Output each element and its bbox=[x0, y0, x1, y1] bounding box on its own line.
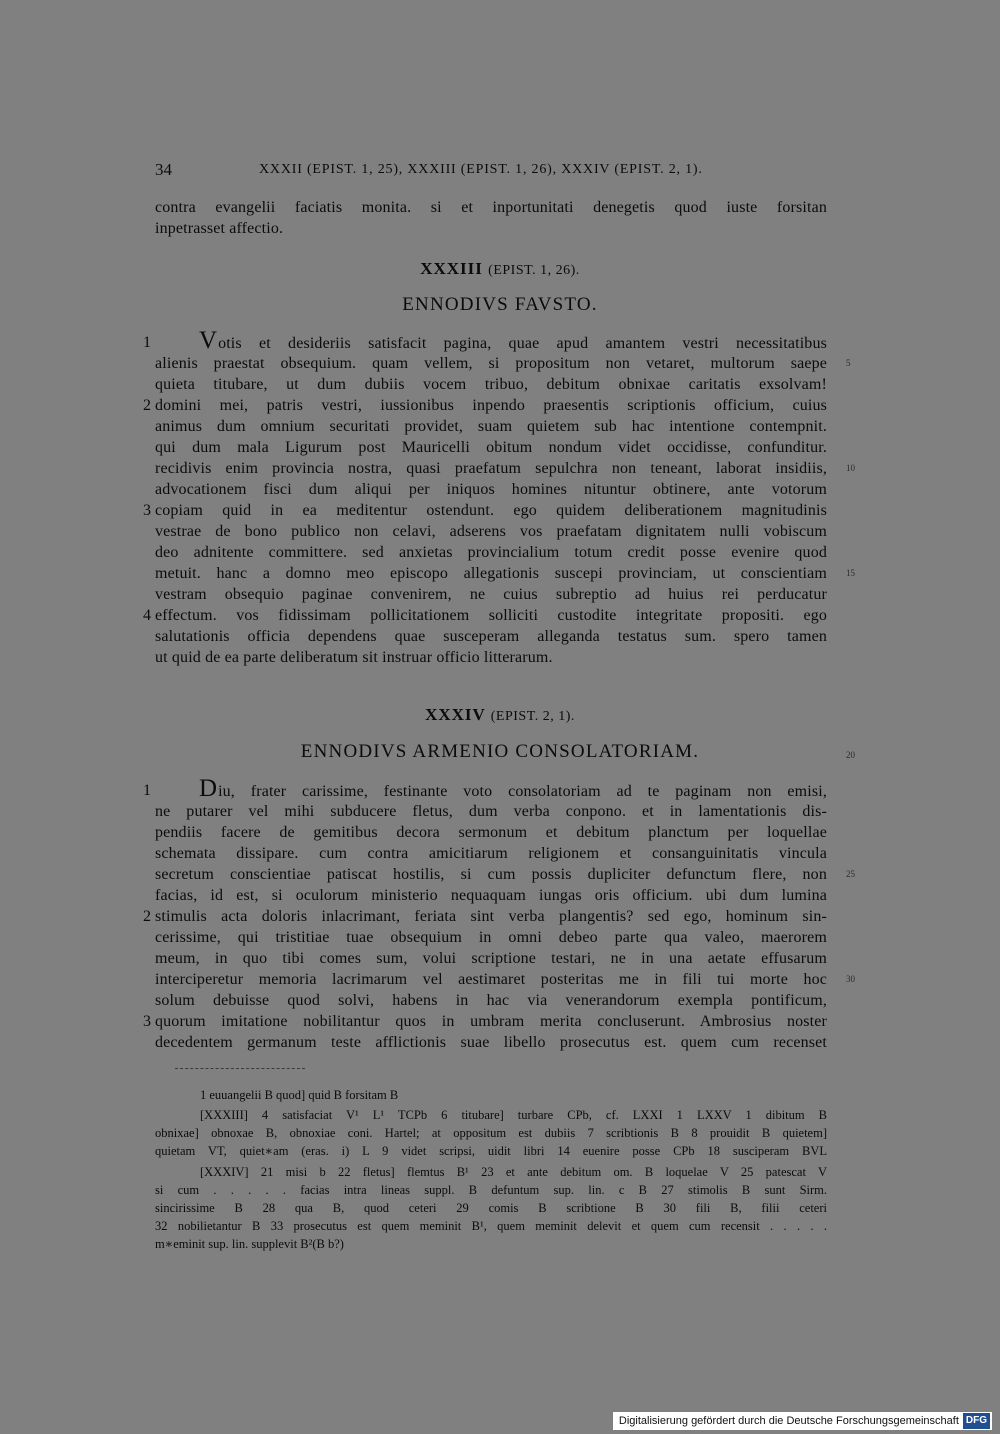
text-line-first: Diu, frater carissime, festinante voto consolatoriam ad te paginam non emisi, bbox=[199, 775, 827, 802]
section-number: XXXIII bbox=[420, 259, 483, 278]
line-number: 15 bbox=[846, 568, 855, 578]
text-line: recidivis enim provincia nostra, quasi praefatum sepulchra non teneant, laborat insidiis, bbox=[155, 460, 827, 477]
text-line: animus dum omnium securitati providet, suam quietem sub hac intentione contempnit. bbox=[155, 418, 827, 435]
section-epist-ref: (EPIST. 1, 26). bbox=[488, 263, 580, 278]
text-line: vestrae de bono publico non celavi, adserens vos praefatam dignitatem nulli vobiscum bbox=[155, 523, 827, 540]
text-line: deo adnitente committere. sed anxietas provincialium totum credit posse evenire quod bbox=[155, 544, 827, 561]
section-heading-xxxiv bbox=[0, 705, 1000, 725]
text-line: schemata dissipare. cum contra amicitiarum religionem et consanguinitatis vincula bbox=[155, 845, 827, 862]
digitization-notice bbox=[613, 1412, 992, 1430]
section-title: ENNODIVS FAVSTO. bbox=[402, 294, 598, 315]
text-line-first: Votis et desideriis satisfacit pagina, quae apud amantem vestri necessitatibus bbox=[199, 327, 827, 354]
text-line: metuit. hanc a domno meo episcopo allegationis suscepi provinciam, ut conscientiam bbox=[155, 565, 827, 582]
running-title: XXXII (EPIST. 1, 25), XXXIII (EPIST. 1, 26), XXXIV (EPIST. 2, 1). bbox=[259, 162, 703, 177]
text-line: ne putarer vel mihi subducere fletus, dum verba conpono. et in lamentationis dis- bbox=[155, 803, 827, 820]
paragraph-number: 3 bbox=[143, 1013, 151, 1030]
footnote-line: m∗eminit sup. lin. supplevit B²(B b?) bbox=[155, 1237, 344, 1251]
text-line: pendiis facere de gemitibus decora sermonum et debitum planctum per loquellae bbox=[155, 824, 827, 841]
text-line: inpetrasset affectio. bbox=[155, 220, 284, 237]
text-line: quorum imitatione nobilitantur quos in umbram merita concluserunt. Ambrosius noster bbox=[155, 1013, 827, 1030]
text-line: interciperetur memoria lacrimarum vel aestimaret posteritas me in fili tui morte hoc bbox=[155, 971, 827, 988]
footnote-line: si cum . . . . . facias intra lineas suppl. B defuntum sup. lin. c B 27 stimolis B sunt Sirm. bbox=[155, 1183, 827, 1197]
paragraph-number: 4 bbox=[143, 607, 151, 624]
line-number: 30 bbox=[846, 974, 855, 984]
line-number: 5 bbox=[846, 358, 851, 368]
paragraph-number: 1 bbox=[143, 782, 151, 799]
footnote-line: sincirissime B 28 qua B, quod ceteri 29 comis B scribtione B 30 fili B, filii ceteri bbox=[155, 1201, 827, 1215]
text-line: meum, in quo tibi comes sum, volui scriptione testari, ne in una aetate effusarum bbox=[155, 950, 827, 967]
text-line: alienis praestat obsequium. quam vellem, si propositum non vetaret, multorum saepe bbox=[155, 355, 827, 372]
paragraph-number: 1 bbox=[143, 334, 151, 351]
footnote-line: 32 nobilietantur B 33 prosecutus est quem meminit B¹, quem meminit delevit et quem cum recensit . . . . . bbox=[155, 1219, 827, 1233]
text-line: effectum. vos fidissimam pollicitationem solliciti custodite integritate propositi. ego bbox=[155, 607, 827, 624]
section-title: ENNODIVS ARMENIO CONSOLATORIAM. bbox=[300, 741, 700, 762]
page-header bbox=[155, 160, 827, 182]
line-number: 10 bbox=[846, 463, 855, 473]
drop-cap: D bbox=[199, 775, 219, 802]
line-number: 20 bbox=[846, 750, 855, 760]
paragraph-number: 2 bbox=[143, 908, 151, 925]
text-line: secretum conscientiae patiscat hostilis, si cum possis dupliciter defunctum flere, non bbox=[155, 866, 827, 883]
footnote-line: [XXXIV] 21 misi b 22 fletus] flemtus B¹ 23 et ante debitum om. B loquelae V 25 patescat V bbox=[200, 1165, 827, 1179]
text-line: ut quid de ea parte deliberatum sit instruar officio litterarum. bbox=[155, 649, 553, 666]
footnote-divider bbox=[175, 1068, 305, 1069]
text-line: cerissime, qui tristitiae tuae obsequium in omni debeo parte qua valeo, maerorem bbox=[155, 929, 827, 946]
section-number: XXXIV bbox=[425, 705, 486, 724]
text-line: contra evangelii faciatis monita. si et inportunitati denegetis quod iuste forsitan bbox=[155, 199, 827, 216]
section-epist-ref: (EPIST. 2, 1). bbox=[490, 709, 575, 724]
text-line: domini mei, patris vestri, iussionibus inpendo praesentis scriptionis officium, cuius bbox=[155, 397, 827, 414]
text-line: stimulis acta doloris inlacrimant, feriata sint verba plangentis? sed ego, hominum sin- bbox=[155, 908, 827, 925]
paragraph-number: 2 bbox=[143, 397, 151, 414]
text-line: quieta titubare, ut dum dubiis vocem tribuo, debitum obnixae caritatis exsolvam! bbox=[155, 376, 827, 393]
text-line: advocationem fisci dum aliqui per iniquos homines nituntur obtinere, ante votorum bbox=[155, 481, 827, 498]
drop-cap: V bbox=[199, 327, 219, 354]
text-line: solum debuisse quod solvi, habens in hac via venerandorum exempla pontificum, bbox=[155, 992, 827, 1009]
page-number: 34 bbox=[155, 160, 172, 179]
footnote-line: 1 euuangelii B quod] quid B forsitam B bbox=[200, 1088, 399, 1102]
footnote-line: [XXXIII] 4 satisfaciat V¹ L¹ TCPb 6 titubare] turbare CPb, cf. LXXI 1 LXXV 1 dibitum B bbox=[200, 1108, 827, 1122]
footnote-line: obnixae] obnoxae B, obnoxiae coni. Hartel; at oppositum est dubiis 7 scribtionis B 8 prouidit B quietem] bbox=[155, 1126, 827, 1140]
footnote-line: quietam VT, quiet∗am (eras. i) L 9 videt scripsi, uidit libri 14 euenire posse CPb 18 susciperam BVL bbox=[155, 1144, 827, 1158]
text-line: copiam quid in ea meditentur ostendunt. ego quidem deliberationem magnitudinis bbox=[155, 502, 827, 519]
line-number: 25 bbox=[846, 869, 855, 879]
section-heading-xxxiii bbox=[0, 259, 1000, 279]
paragraph-number: 3 bbox=[143, 502, 151, 519]
text-line: qui dum mala Ligurum post Mauricelli obitum nondum videt occidisse, confunditur. bbox=[155, 439, 827, 456]
text-line: facias, id est, si oculorum ministerio nequaquam iungas oris officium. ubi dum lumina bbox=[155, 887, 827, 904]
digitization-notice-text: Digitalisierung gefördert durch die Deutsche Forschungsgemeinschaft bbox=[618, 1415, 959, 1427]
text-line: decedentem germanum teste afflictionis suae libello prosecutus est. quem cum recenset bbox=[155, 1034, 827, 1051]
dfg-logo: DFG bbox=[963, 1413, 990, 1429]
text-line: salutationis officia dependens quae susceperam alleganda testatus sum. spero tamen bbox=[155, 628, 827, 645]
text-line: vestram obsequio paginae convenirem, ne cuius subreptio ad huius rei perducatur bbox=[155, 586, 827, 603]
